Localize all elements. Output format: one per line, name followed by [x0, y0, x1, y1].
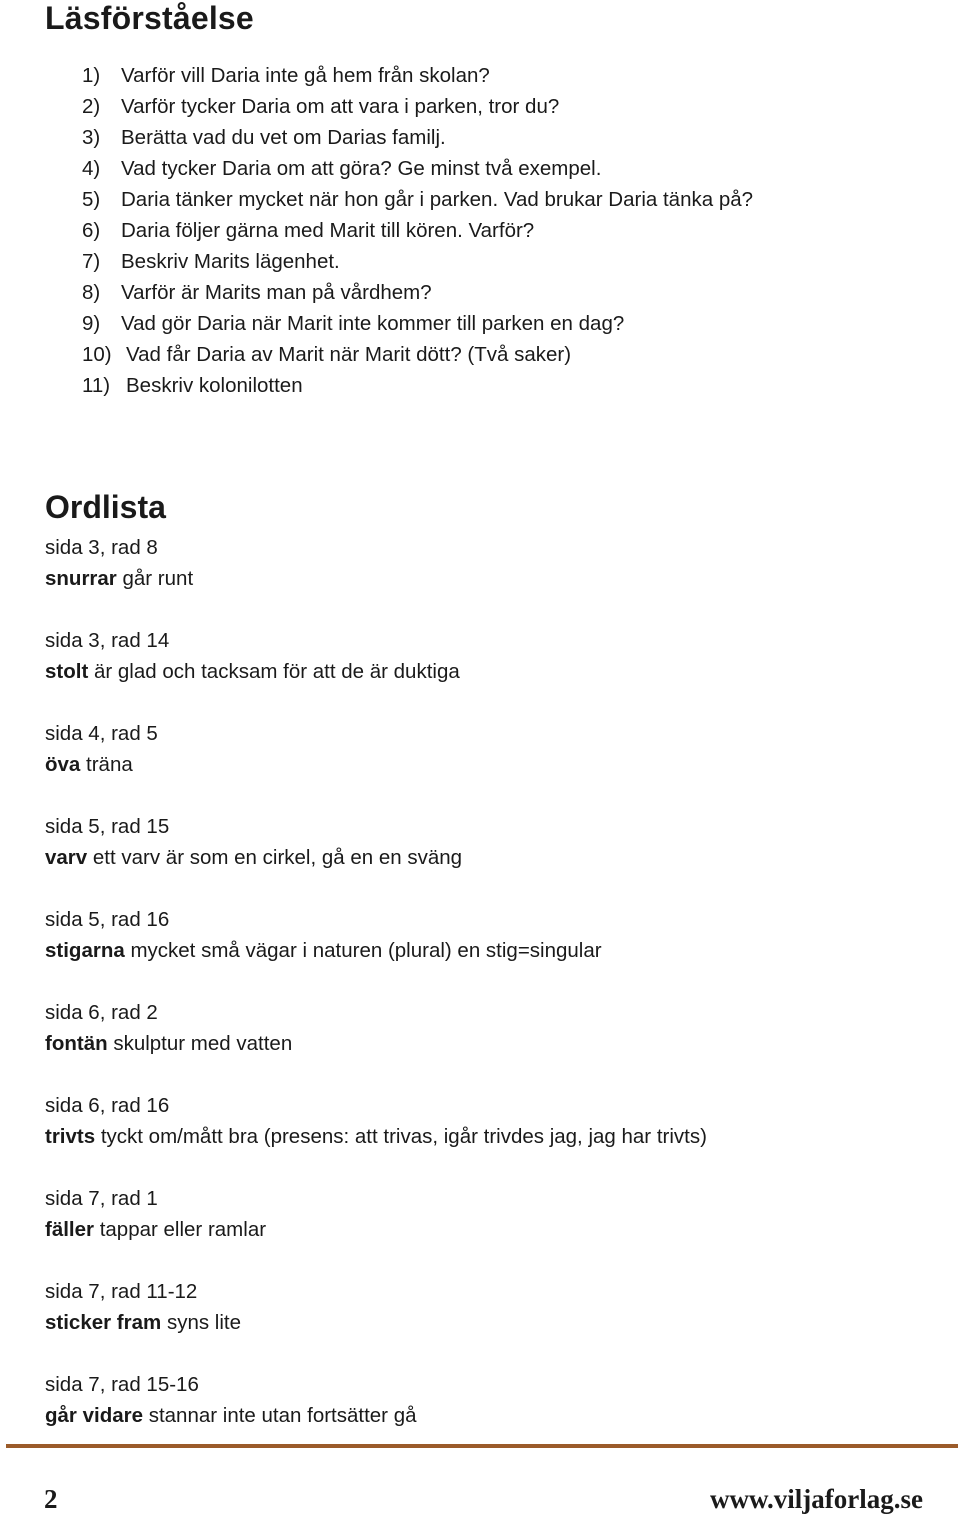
question-list	[82, 60, 753, 401]
page-title: Läsförståelse	[45, 0, 254, 36]
glossary-word: går vidare	[45, 1404, 143, 1427]
glossary-title: Ordlista	[45, 489, 166, 525]
question-item	[82, 370, 753, 401]
question-item	[82, 184, 753, 215]
glossary-reference: sida 3, rad 8	[45, 536, 158, 559]
glossary-definition: syns lite	[166, 1311, 241, 1334]
question-item	[82, 60, 753, 91]
glossary-word: stolt	[45, 660, 89, 683]
question-number: 1)	[82, 64, 101, 87]
question-number: 9)	[82, 312, 101, 335]
question-text: Varför är Marits man på vårdhem?	[121, 281, 432, 304]
question-text: Varför tycker Daria om att vara i parken, tror du?	[121, 95, 560, 118]
glossary-reference: sida 7, rad 1	[45, 1187, 158, 1210]
question-item	[82, 277, 753, 308]
question-item	[82, 246, 753, 277]
question-text: Beskriv kolonilotten	[126, 374, 303, 397]
question-number: 2)	[82, 95, 101, 118]
question-item	[82, 153, 753, 184]
glossary-word: stigarna	[45, 939, 125, 962]
question-text: Vad gör Daria när Marit inte kommer till parken en dag?	[121, 312, 625, 335]
glossary-definition: mycket små vägar i naturen (plural) en stig=singular	[130, 939, 602, 962]
glossary-entry	[45, 811, 707, 904]
question-text: Varför vill Daria inte gå hem från skolan?	[121, 64, 490, 87]
glossary-word: fontän	[45, 1032, 108, 1055]
glossary-definition: stannar inte utan fortsätter gå	[148, 1404, 417, 1427]
question-text: Beskriv Marits lägenhet.	[121, 250, 340, 273]
question-number: 7)	[82, 250, 101, 273]
glossary-entry	[45, 997, 707, 1090]
glossary-definition: ett varv är som en cirkel, gå en en sväng	[92, 846, 463, 869]
glossary-definition: skulptur med vatten	[113, 1032, 293, 1055]
question-text: Daria tänker mycket när hon går i parken. Vad brukar Daria tänka på?	[121, 188, 754, 211]
question-text: Berätta vad du vet om Darias familj.	[121, 126, 446, 149]
glossary-list	[45, 532, 707, 1462]
glossary-reference: sida 7, rad 15-16	[45, 1373, 199, 1396]
glossary-reference: sida 6, rad 16	[45, 1094, 170, 1117]
question-text: Vad tycker Daria om att göra? Ge minst två exempel.	[121, 157, 602, 180]
glossary-entry	[45, 1369, 707, 1462]
glossary-word: varv	[45, 846, 88, 869]
page-number: 2	[44, 1484, 58, 1514]
question-item	[82, 215, 753, 246]
question-number: 3)	[82, 126, 101, 149]
footer-divider	[6, 1444, 958, 1448]
question-number: 6)	[82, 219, 101, 242]
question-item	[82, 339, 753, 370]
glossary-definition: tyckt om/mått bra (presens: att trivas, igår trivdes jag, jag har trivts)	[100, 1125, 707, 1148]
glossary-entry	[45, 532, 707, 625]
question-number: 10)	[82, 343, 112, 366]
question-text: Daria följer gärna med Marit till kören. Varför?	[121, 219, 535, 242]
glossary-entry	[45, 1090, 707, 1183]
question-text: Vad får Daria av Marit när Marit dött? (Två saker)	[126, 343, 572, 366]
question-item	[82, 308, 753, 339]
question-item	[82, 122, 753, 153]
glossary-reference: sida 4, rad 5	[45, 722, 158, 745]
glossary-word: snurrar	[45, 567, 117, 590]
glossary-word: trivts	[45, 1125, 96, 1148]
question-item	[82, 91, 753, 122]
question-number: 11)	[82, 374, 111, 397]
glossary-word: fäller	[45, 1218, 94, 1241]
glossary-reference: sida 5, rad 16	[45, 908, 170, 931]
glossary-entry	[45, 1183, 707, 1276]
glossary-entry	[45, 1276, 707, 1369]
glossary-reference: sida 6, rad 2	[45, 1001, 158, 1024]
glossary-reference: sida 3, rad 14	[45, 629, 170, 652]
glossary-entry	[45, 625, 707, 718]
glossary-definition: tappar eller ramlar	[99, 1218, 267, 1241]
glossary-entry	[45, 718, 707, 811]
glossary-reference: sida 7, rad 11-12	[45, 1280, 198, 1303]
glossary-word: öva	[45, 753, 81, 776]
glossary-definition: träna	[86, 753, 133, 776]
glossary-definition: är glad och tacksam för att de är duktiga	[93, 660, 460, 683]
question-number: 8)	[82, 281, 101, 304]
glossary-definition: går runt	[122, 567, 194, 590]
question-number: 4)	[82, 157, 101, 180]
publisher-website: www.viljaforlag.se	[710, 1484, 923, 1514]
glossary-word: sticker fram	[45, 1311, 162, 1334]
question-number: 5)	[82, 188, 101, 211]
glossary-reference: sida 5, rad 15	[45, 815, 170, 838]
glossary-entry	[45, 904, 707, 997]
